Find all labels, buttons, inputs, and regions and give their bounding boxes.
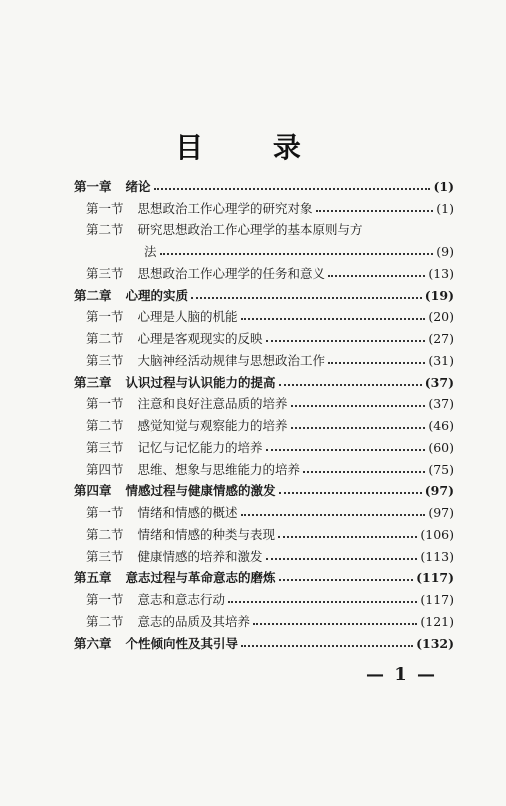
entry-title: 思想政治工作心理学的任务和意义 bbox=[137, 265, 326, 281]
toc-chapter-entry bbox=[74, 564, 454, 586]
entry-page-number: (117) bbox=[416, 570, 454, 586]
entry-number: 第三节 bbox=[86, 352, 124, 368]
dot-leader bbox=[228, 601, 417, 603]
dot-leader bbox=[253, 623, 417, 625]
entry-page-number: (20) bbox=[428, 309, 454, 325]
toc-section-entry bbox=[74, 585, 454, 607]
entry-page-number: (121) bbox=[420, 613, 454, 629]
dot-leader bbox=[160, 253, 434, 255]
entry-number: 第一节 bbox=[86, 309, 124, 325]
dot-leader bbox=[328, 275, 425, 277]
toc-section-entry bbox=[74, 520, 454, 542]
entry-title: 心理的实质 bbox=[125, 287, 189, 303]
entry-number: 第四节 bbox=[86, 461, 124, 477]
entry-page-number: (117) bbox=[420, 592, 454, 607]
entry-number: 第三章 bbox=[74, 374, 112, 390]
toc-section-entry bbox=[74, 237, 454, 259]
toc-section-entry bbox=[74, 303, 454, 325]
dot-leader bbox=[266, 340, 426, 342]
entry-page-number: (27) bbox=[428, 331, 454, 346]
toc-section-entry bbox=[74, 411, 454, 433]
entry-number: 第三节 bbox=[86, 265, 124, 281]
entry-number: 第二节 bbox=[86, 526, 124, 542]
entry-number: 第三节 bbox=[86, 548, 124, 564]
entry-title: 法 bbox=[144, 244, 157, 259]
entry-title: 记忆与记忆能力的培养 bbox=[137, 439, 263, 455]
entry-title: 意志过程与革命意志的磨炼 bbox=[125, 570, 276, 586]
entry-page-number: (1) bbox=[433, 178, 454, 194]
page-title: 目 录 bbox=[175, 131, 331, 164]
entry-title: 意志和意志行动 bbox=[137, 592, 226, 607]
entry-title: 情绪和情感的概述 bbox=[137, 505, 238, 520]
toc-chapter-entry bbox=[74, 477, 454, 499]
toc-chapter-entry bbox=[74, 281, 454, 303]
toc-section-entry bbox=[74, 607, 454, 629]
entry-page-number: (97) bbox=[428, 505, 454, 520]
toc-section-entry bbox=[74, 390, 454, 412]
entry-title: 研究思想政治工作心理学的基本原则与方 bbox=[137, 222, 363, 238]
dot-leader bbox=[328, 362, 425, 364]
toc-section-entry bbox=[74, 433, 454, 455]
dot-leader bbox=[303, 471, 425, 473]
entry-number: 第二节 bbox=[86, 418, 124, 433]
entry-page-number: (46) bbox=[428, 418, 454, 433]
toc-chapter-entry bbox=[74, 629, 454, 651]
entry-number: 第二章 bbox=[74, 287, 112, 303]
toc-chapter-entry bbox=[74, 368, 454, 390]
toc-section-entry bbox=[74, 324, 454, 346]
entry-title: 健康情感的培养和激发 bbox=[137, 548, 263, 564]
table-of-contents bbox=[74, 172, 454, 651]
entry-title: 认识过程与认识能力的提高 bbox=[125, 374, 276, 390]
entry-title: 思维、想象与思维能力的培养 bbox=[137, 461, 301, 477]
toc-section-entry bbox=[74, 216, 454, 238]
entry-page-number: (60) bbox=[428, 439, 454, 455]
entry-title: 意志的品质及其培养 bbox=[137, 613, 251, 629]
entry-title: 大脑神经活动规律与思想政治工作 bbox=[137, 352, 326, 368]
dot-leader bbox=[241, 645, 413, 647]
entry-page-number: (97) bbox=[424, 483, 454, 499]
dot-leader bbox=[241, 318, 426, 320]
entry-number: 第二节 bbox=[86, 613, 124, 629]
entry-number: 第一节 bbox=[86, 505, 124, 520]
entry-page-number: (19) bbox=[424, 287, 454, 303]
toc-section-entry bbox=[74, 194, 454, 216]
dot-leader bbox=[266, 558, 418, 560]
entry-title: 绪论 bbox=[125, 178, 151, 194]
toc-chapter-entry bbox=[74, 172, 454, 194]
entry-number: 第一节 bbox=[86, 200, 124, 216]
dot-leader bbox=[266, 449, 426, 451]
entry-number: 第四章 bbox=[74, 483, 112, 499]
page-number: — 1 — bbox=[366, 664, 438, 685]
entry-title: 心理是人脑的机能 bbox=[137, 309, 238, 325]
entry-number: 第二节 bbox=[86, 222, 124, 238]
entry-page-number: (132) bbox=[416, 635, 454, 651]
entry-title: 个性倾向性及其引导 bbox=[125, 635, 239, 651]
dot-leader bbox=[279, 492, 422, 494]
dot-leader bbox=[279, 579, 414, 581]
toc-section-entry bbox=[74, 259, 454, 281]
entry-page-number: (37) bbox=[424, 374, 454, 390]
entry-page-number: (37) bbox=[428, 396, 454, 412]
entry-number: 第三节 bbox=[86, 439, 124, 455]
dot-leader bbox=[291, 427, 426, 429]
entry-number: 第五章 bbox=[74, 570, 112, 586]
toc-section-entry bbox=[74, 498, 454, 520]
dot-leader bbox=[154, 188, 431, 190]
toc-section-entry bbox=[74, 346, 454, 368]
entry-title: 注意和良好注意品质的培养 bbox=[137, 396, 288, 412]
entry-number: 第六章 bbox=[74, 635, 112, 651]
toc-section-entry bbox=[74, 542, 454, 564]
dot-leader bbox=[241, 514, 426, 516]
entry-page-number: (75) bbox=[428, 461, 454, 477]
entry-page-number: (113) bbox=[420, 548, 454, 564]
entry-title: 思想政治工作心理学的研究对象 bbox=[137, 200, 313, 216]
dot-leader bbox=[316, 210, 434, 212]
toc-section-entry bbox=[74, 455, 454, 477]
entry-page-number: (9) bbox=[436, 244, 454, 259]
entry-page-number: (106) bbox=[420, 526, 454, 542]
entry-page-number: (31) bbox=[428, 352, 454, 368]
entry-page-number: (13) bbox=[428, 265, 454, 281]
entry-number: 第一节 bbox=[86, 396, 124, 412]
entry-number: 第一章 bbox=[74, 178, 112, 194]
entry-number: 第二节 bbox=[86, 331, 124, 346]
dot-leader bbox=[278, 536, 417, 538]
dot-leader bbox=[191, 297, 422, 299]
entry-title: 心理是客观现实的反映 bbox=[137, 331, 263, 346]
entry-title: 情绪和情感的种类与表现 bbox=[137, 526, 276, 542]
entry-page-number: (1) bbox=[436, 200, 454, 216]
entry-title: 感觉知觉与观察能力的培养 bbox=[137, 418, 288, 433]
dot-leader bbox=[291, 405, 426, 407]
dot-leader bbox=[279, 384, 422, 386]
entry-title: 情感过程与健康情感的激发 bbox=[125, 483, 276, 499]
entry-number: 第一节 bbox=[86, 592, 124, 607]
